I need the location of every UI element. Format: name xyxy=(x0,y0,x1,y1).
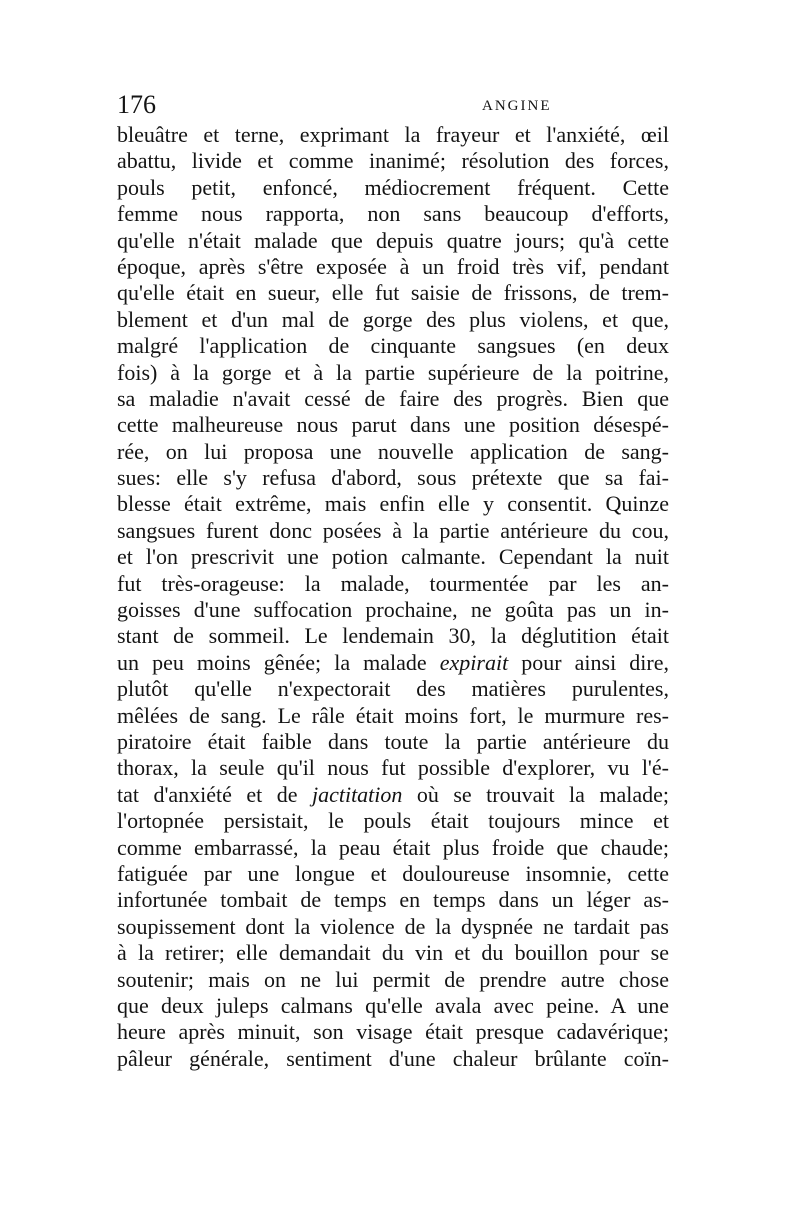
text-segment: tat d'anxiété et de xyxy=(117,781,312,807)
text-segment: soupissement dont la violence de la dyspnée ne tardait pas xyxy=(117,913,669,939)
text-line xyxy=(117,307,669,333)
text-segment: bleuâtre et terne, exprimant la frayeur et l'anxiété, œil xyxy=(117,122,669,147)
text-segment: soutenir; mais on ne lui permit de prendre autre chose xyxy=(117,966,669,992)
text-segment: et l'on prescrivit une potion calmante. Cependant la nuit xyxy=(117,544,669,570)
text-line xyxy=(117,967,669,993)
text-segment: pouls petit, enfoncé, médiocrement fréquent. Cette xyxy=(117,174,669,200)
page-number: 176 xyxy=(117,90,156,119)
text-line xyxy=(117,491,669,517)
text-segment: stant de sommeil. Le lendemain 30, la déglutition était xyxy=(117,623,669,649)
text-line xyxy=(117,835,669,861)
text-line xyxy=(117,518,669,544)
text-segment: mêlées de sang. Le râle était moins fort, le murmure res- xyxy=(117,702,669,728)
text-segment: un peu moins gênée; la malade xyxy=(117,649,440,675)
text-segment: époque, après s'être exposée à un froid très vif, pendant xyxy=(117,253,669,279)
text-segment: blesse était extrême, mais enfin elle y consentit. Quinze xyxy=(117,491,669,517)
text-segment: sues: elle s'y refusa d'abord, sous prétexte que sa fai- xyxy=(117,465,669,491)
text-line xyxy=(117,254,669,280)
text-line xyxy=(117,887,669,913)
text-segment: thorax, la seule qu'il nous fut possible d'explorer, vu l'é- xyxy=(117,755,669,781)
text-segment: goisses d'une suffocation prochaine, ne goûta pas un in- xyxy=(117,597,669,623)
text-segment: sangsues furent donc posées à la partie antérieure du cou, xyxy=(117,517,669,543)
text-line xyxy=(117,175,669,201)
text-line xyxy=(117,360,669,386)
text-segment: malgré l'application de cinquante sangsues (en deux xyxy=(117,333,669,359)
text-line xyxy=(117,148,669,174)
text-line xyxy=(117,280,669,306)
text-line xyxy=(117,228,669,254)
text-segment: à la retirer; elle demandait du vin et du bouillon pour se xyxy=(117,940,669,966)
text-segment: femme nous rapporta, non sans beaucoup d'efforts, xyxy=(117,201,669,227)
text-line xyxy=(117,808,669,834)
text-segment: heure après minuit, son visage était presque cadavérique; xyxy=(117,1019,669,1045)
text-line xyxy=(117,993,669,1019)
text-line xyxy=(117,597,669,623)
text-segment: comme embarrassé, la peau était plus froide que chaude; xyxy=(117,834,669,860)
body-text xyxy=(117,122,669,1072)
text-segment: abattu, livide et comme inanimé; résolution des forces, xyxy=(117,148,669,174)
text-segment: sa maladie n'avait cessé de faire des progrès. Bien que xyxy=(117,385,669,411)
text-line xyxy=(117,861,669,887)
text-line xyxy=(117,412,669,438)
italic-word: jactitation xyxy=(311,781,403,807)
running-head: ANGINE xyxy=(482,98,552,114)
text-segment: pâleur générale, sentiment d'une chaleur brûlante coïn- xyxy=(117,1045,669,1071)
text-line xyxy=(117,623,669,649)
text-line xyxy=(117,386,669,412)
text-segment: l'ortopnée persistait, le pouls était toujours mince et xyxy=(117,808,669,834)
text-segment: que deux juleps calmans qu'elle avala avec peine. A une xyxy=(117,992,669,1018)
page-header xyxy=(117,90,677,120)
text-segment: piratoire était faible dans toute la partie antérieure du xyxy=(117,728,669,754)
text-segment: rée, on lui proposa une nouvelle application de sang- xyxy=(117,438,669,464)
text-segment: plutôt qu'elle n'expectorait des matières purulentes, xyxy=(117,676,669,702)
text-line xyxy=(117,1046,669,1072)
text-segment: qu'elle était en sueur, elle fut saisie de frissons, de trem- xyxy=(117,280,669,306)
text-segment: fatiguée par une longue et douloureuse insomnie, cette xyxy=(117,860,669,886)
text-segment: qu'elle n'était malade que depuis quatre jours; qu'à cette xyxy=(117,227,669,253)
italic-word: expirait xyxy=(439,649,509,675)
text-line xyxy=(117,676,669,702)
text-segment: blement et d'un mal de gorge des plus violens, et que, xyxy=(117,306,669,332)
text-line xyxy=(117,1019,669,1045)
text-segment: pour ainsi dire, xyxy=(508,649,669,675)
text-line xyxy=(117,544,669,570)
text-line xyxy=(117,755,669,781)
text-line xyxy=(117,439,669,465)
text-line xyxy=(117,914,669,940)
text-line xyxy=(117,465,669,491)
text-segment: infortunée tombait de temps en temps dans un léger as- xyxy=(117,887,669,913)
text-line xyxy=(117,333,669,359)
text-line xyxy=(117,201,669,227)
text-line xyxy=(117,122,669,148)
text-line xyxy=(117,703,669,729)
text-line xyxy=(117,650,669,676)
text-segment: où se trouvait la malade; xyxy=(402,781,669,807)
text-line xyxy=(117,940,669,966)
text-line xyxy=(117,782,669,808)
text-line xyxy=(117,571,669,597)
text-line xyxy=(117,729,669,755)
text-segment: fut très-orageuse: la malade, tourmentée par les an- xyxy=(117,570,669,596)
text-segment: cette malheureuse nous parut dans une position désespé- xyxy=(117,412,669,438)
text-segment: fois) à la gorge et à la partie supérieure de la poitrine, xyxy=(117,359,669,385)
